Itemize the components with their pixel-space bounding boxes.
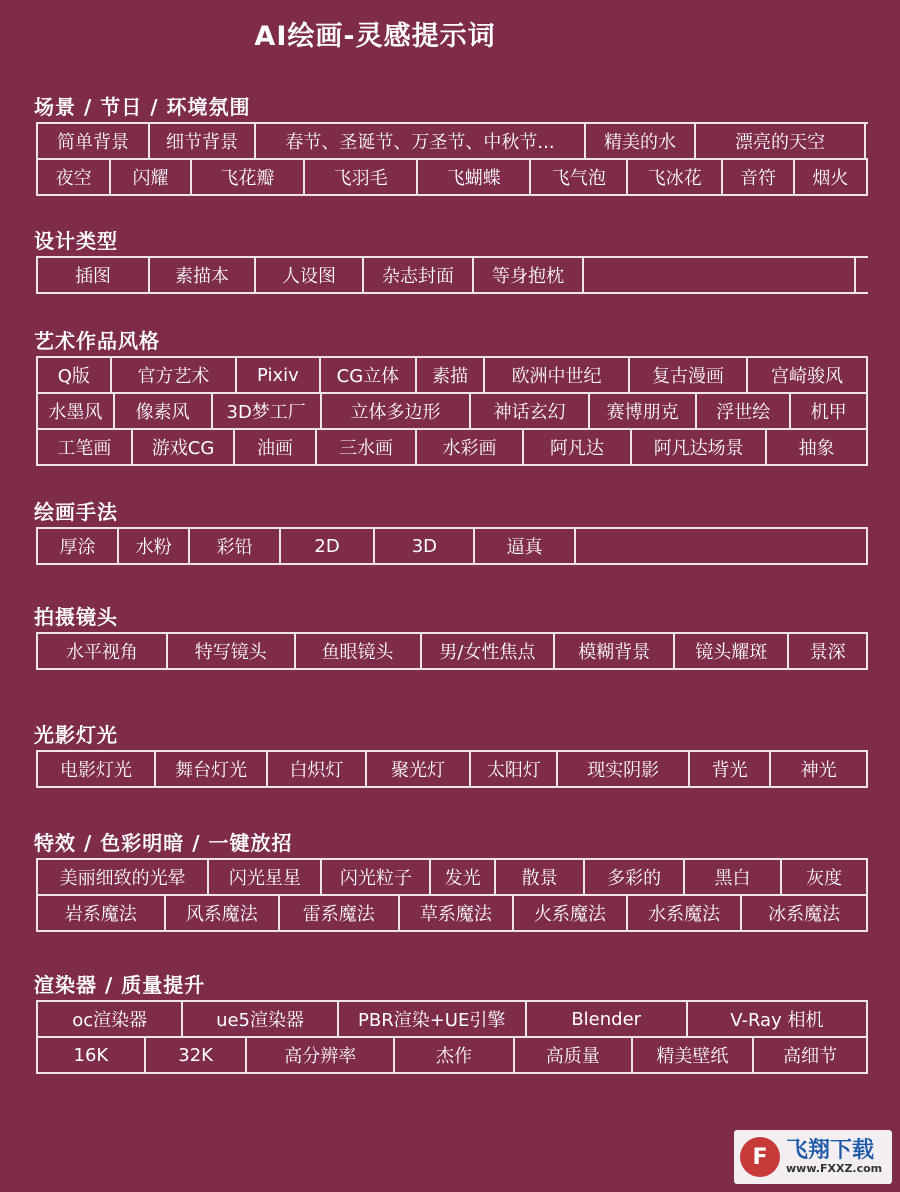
keyword-cell: 背光 [690, 752, 771, 786]
keyword-table [36, 122, 868, 196]
section-4 [36, 497, 868, 565]
keyword-cell: 模糊背景 [555, 634, 675, 668]
keyword-cell: 逼真 [475, 529, 575, 563]
keyword-table [36, 527, 868, 565]
keyword-table [36, 256, 868, 294]
keyword-cell: 人设图 [256, 258, 364, 292]
keyword-cell: 飞羽毛 [305, 160, 418, 194]
keyword-cell: 立体多边形 [322, 394, 471, 428]
keyword-cell: 2D [281, 529, 375, 563]
section-2 [36, 226, 868, 294]
keyword-cell: 岩系魔法 [38, 896, 166, 930]
keyword-cell: 高分辨率 [247, 1038, 395, 1072]
keyword-table [36, 858, 868, 932]
keyword-cell: 3D梦工厂 [213, 394, 322, 428]
keyword-cell: 漂亮的天空 [696, 124, 866, 158]
table-row [38, 860, 868, 896]
keyword-cell: Q版 [38, 358, 112, 392]
fxxz-logo-icon: F [740, 1137, 780, 1177]
keyword-cell: 电影灯光 [38, 752, 156, 786]
keyword-cell: 闪光粒子 [322, 860, 431, 894]
keyword-cell: 简单背景 [38, 124, 150, 158]
keyword-cell: 高细节 [754, 1038, 868, 1072]
keyword-cell: 发光 [431, 860, 495, 894]
keyword-cell: 飞冰花 [628, 160, 723, 194]
table-row [38, 430, 868, 466]
keyword-cell: 飞蝴蝶 [418, 160, 531, 194]
keyword-cell: 三水画 [317, 430, 418, 464]
keyword-cell: 神话玄幻 [471, 394, 590, 428]
keyword-cell: 夜空 [38, 160, 111, 194]
keyword-cell: 宫崎骏风 [748, 358, 868, 392]
keyword-cell: 抽象 [767, 430, 868, 464]
section-heading: 光影灯光 [34, 723, 118, 747]
keyword-cell: 散景 [496, 860, 586, 894]
keyword-cell: 春节、圣诞节、万圣节、中秋节... [256, 124, 586, 158]
page-title: AI绘画-灵感提示词 [254, 21, 496, 52]
keyword-cell: 镜头耀斑 [675, 634, 789, 668]
keyword-cell: Blender [527, 1002, 688, 1036]
table-row [38, 160, 868, 196]
keyword-cell: 美丽细致的光晕 [38, 860, 209, 894]
keyword-cell: 冰系魔法 [742, 896, 868, 930]
keyword-cell: 鱼眼镜头 [296, 634, 422, 668]
keyword-cell: 水彩画 [417, 430, 523, 464]
table-row [38, 394, 868, 430]
keyword-cell: 草系魔法 [400, 896, 514, 930]
keyword-cell: 厚涂 [38, 529, 119, 563]
keyword-cell: 阿凡达场景 [632, 430, 767, 464]
keyword-table [36, 356, 868, 466]
keyword-cell: 彩铅 [190, 529, 281, 563]
watermark-url: www.FXXZ.com [786, 1162, 883, 1176]
keyword-cell: 灰度 [782, 860, 868, 894]
keyword-cell: 多彩的 [585, 860, 684, 894]
keyword-cell: 风系魔法 [166, 896, 280, 930]
keyword-cell: 工笔画 [38, 430, 133, 464]
keyword-cell: 烟火 [795, 160, 868, 194]
keyword-cell: 16K [38, 1038, 146, 1072]
keyword-cell: 景深 [789, 634, 868, 668]
section-heading: 艺术作品风格 [34, 329, 160, 353]
section-heading: 渲染器 / 质量提升 [34, 973, 206, 997]
section-heading: 设计类型 [34, 229, 118, 253]
keyword-cell: 雷系魔法 [280, 896, 400, 930]
keyword-cell: 插图 [38, 258, 150, 292]
keyword-cell: 细节背景 [150, 124, 256, 158]
keyword-cell: 聚光灯 [367, 752, 471, 786]
keyword-cell: 太阳灯 [471, 752, 558, 786]
keyword-cell: 机甲 [791, 394, 868, 428]
table-row [38, 634, 868, 670]
keyword-table [36, 1000, 868, 1074]
keyword-cell: 欧洲中世纪 [485, 358, 630, 392]
watermark-text [786, 1139, 882, 1175]
keyword-cell: 水墨风 [38, 394, 115, 428]
keyword-cell: 3D [375, 529, 475, 563]
keyword-cell: 油画 [235, 430, 316, 464]
keyword-cell: 素描本 [150, 258, 256, 292]
keyword-cell: 现实阴影 [558, 752, 690, 786]
keyword-cell [576, 529, 868, 563]
section-heading: 绘画手法 [34, 500, 118, 524]
table-row [38, 529, 868, 565]
keyword-cell: 32K [146, 1038, 248, 1072]
table-row [38, 124, 868, 160]
keyword-cell: 水粉 [119, 529, 190, 563]
keyword-cell: 官方艺术 [112, 358, 238, 392]
watermark-name: 飞翔下载 [786, 1137, 875, 1163]
table-row [38, 896, 868, 932]
section-3 [36, 326, 868, 466]
table-row [38, 1002, 868, 1038]
keyword-table [36, 632, 868, 670]
section-1 [36, 92, 868, 196]
keyword-cell: CG立体 [321, 358, 418, 392]
keyword-cell: 浮世绘 [697, 394, 791, 428]
keyword-cell: 飞花瓣 [192, 160, 305, 194]
keyword-cell: 闪光星星 [209, 860, 322, 894]
keyword-cell: ue5渲染器 [183, 1002, 338, 1036]
keyword-cell: 赛博朋克 [590, 394, 697, 428]
keyword-cell: 闪耀 [111, 160, 192, 194]
keyword-cell: 精美的水 [586, 124, 696, 158]
watermark [734, 1130, 892, 1184]
section-heading: 场景 / 节日 / 环境氛围 [34, 95, 251, 119]
keyword-cell: 神光 [771, 752, 868, 786]
keyword-cell: 阿凡达 [524, 430, 632, 464]
keyword-table [36, 750, 868, 788]
keyword-cell: 音符 [723, 160, 794, 194]
keyword-cell: 素描 [417, 358, 485, 392]
keyword-cell: 像素风 [115, 394, 213, 428]
keyword-cell: 精美壁纸 [633, 1038, 755, 1072]
table-row [38, 1038, 868, 1074]
keyword-cell: 水平视角 [38, 634, 168, 668]
keyword-cell: PBR渲染+UE引擎 [339, 1002, 527, 1036]
section-heading: 特效 / 色彩明暗 / 一键放招 [34, 831, 293, 855]
keyword-cell: oc渲染器 [38, 1002, 183, 1036]
keyword-cell: 特写镜头 [168, 634, 296, 668]
keyword-cell: 复古漫画 [630, 358, 748, 392]
section-6 [36, 720, 868, 788]
keyword-cell: 飞气泡 [531, 160, 628, 194]
keyword-cell: 杂志封面 [364, 258, 474, 292]
keyword-cell: 白炽灯 [268, 752, 367, 786]
section-7 [36, 828, 868, 932]
table-row [38, 752, 868, 788]
table-row [38, 258, 868, 294]
keyword-cell: 等身抱枕 [474, 258, 584, 292]
section-heading: 拍摄镜头 [34, 605, 118, 629]
keyword-cell: 火系魔法 [514, 896, 628, 930]
keyword-cell: 男/女性焦点 [422, 634, 556, 668]
keyword-cell: 水系魔法 [628, 896, 742, 930]
section-5 [36, 602, 868, 670]
section-8 [36, 970, 868, 1074]
keyword-cell: 游戏CG [133, 430, 236, 464]
keyword-cell: 黑白 [685, 860, 782, 894]
keyword-cell: Pixiv [237, 358, 320, 392]
keyword-cell: 高质量 [515, 1038, 633, 1072]
table-row [38, 358, 868, 394]
keyword-cell [584, 258, 856, 292]
keyword-cell: 杰作 [395, 1038, 515, 1072]
keyword-cell: 舞台灯光 [156, 752, 268, 786]
keyword-cell: V-Ray 相机 [688, 1002, 868, 1036]
